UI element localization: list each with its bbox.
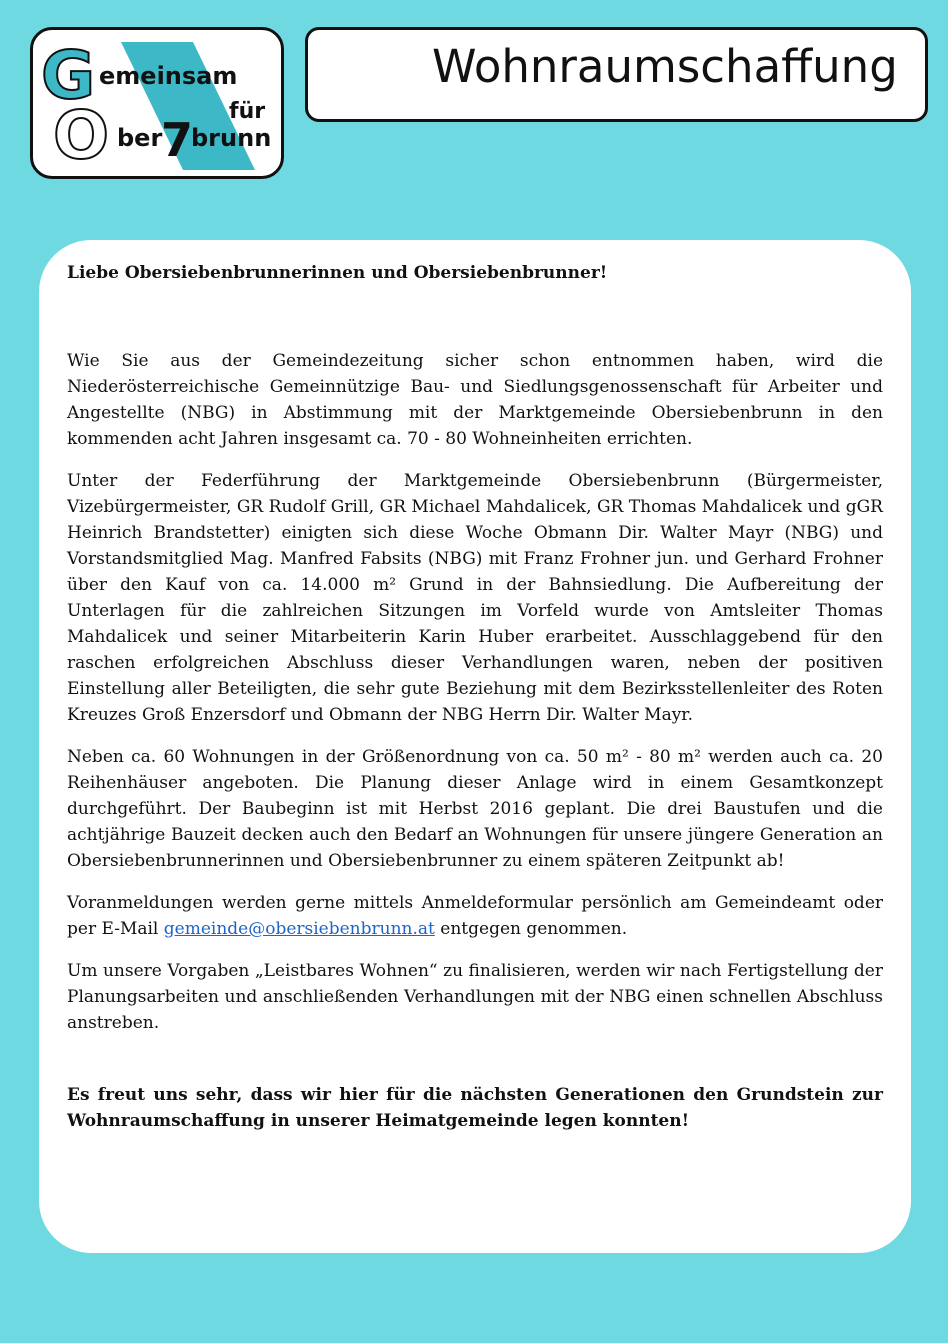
paragraph-1: Wie Sie aus der Gemeindezeitung sicher schon entnommen haben, wird die Niederösterreichische Gemeinnützige Bau- und Siedlungsgenossenschaft für Arbeiter und Angestellte (NBG) in Abstimmung mit der Marktgemeinde Obersiebenbrunn in den kommenden acht Jahren insgesamt ca. 70 - 80 Wohneinheiten errichten. [67,351,883,449]
page-title: Wohnraumschaffung [432,40,898,93]
logo-text-fuer: für [229,99,266,124]
greeting: Liebe Obersiebenbrunnerinnen und Obersiebenbrunner! [67,263,608,283]
paragraph-4-text-before: Voranmeldungen werden gerne mittels Anmeldeformular persönlich am Gemeindeamt oder per E-Mail [67,893,883,939]
closing-statement: Es freut uns sehr, dass wir hier für die nächsten Generationen den Grundstein zur Wohnraumschaffung in unserer Heimatgemeinde legen konnten! [67,1085,883,1131]
logo-text-ber: ber [117,124,163,152]
email-link[interactable]: gemeinde@obersiebenbrunn.at [163,919,435,939]
logo-text-brunn: brunn [191,124,272,152]
paragraph-3: Neben ca. 60 Wohnungen in der Größenordnung von ca. 50 m² - 80 m² werden auch ca. 20 Reihenhäuser angeboten. Die Planung dieser Anlage wird in einem Gesamtkonzept durchgeführt. Der Baubeginn ist mit Herbst 2016 geplant. Die drei Baustufen und die achtjährige Bauzeit decken auch den Bedarf an Wohnungen für unsere jüngere Generation an Obersiebenbrunnerinnen und Obersiebenbrunner zu einem späteren Zeitpunkt ab! [67,747,883,871]
logo-text-gemeinsam: emeinsam [99,62,238,90]
paragraph-2: Unter der Federführung der Marktgemeinde Obersiebenbrunn (Bürgermeister, Vizebürgermeister, GR Rudolf Grill, GR Michael Mahdalicek, GR Thomas Mahdalicek und gGR Heinrich Brandstetter) einigten sich diese Woche Obmann Dir. Walter Mayr (NBG) und Vorstandsmitglied Mag. Manfred Fabsits (NBG) mit Franz Frohner jun. und Gerhard Frohner über den Kauf von ca. 14.000 m² Grund in der Bahnsiedlung. Die Aufbereitung der Unterlagen für die zahlreichen Sitzungen im Vorfeld wurde von Amtsleiter Thomas Mahdalicek und seiner Mitarbeiterin Karin Huber erarbeitet. Ausschlaggebend für den raschen erfolgreichen Abschluss dieser Verhandlungen waren, neben der positiven Einstellung aller Beteiligten, die sehr gute Beziehung mit dem Bezirksstellenleiter des Roten Kreuzes Groß Enzersdorf und Obmann der NBG Herrn Dir. Walter Mayr. [67,471,883,725]
title-box [305,27,928,122]
logo [30,27,284,179]
logo-text-seven: 7 [161,113,194,167]
logo-letter-o: O [53,97,110,174]
paragraph-4 [67,890,883,942]
paragraph-5: Um unsere Vorgaben „Leistbares Wohnen“ zu finalisieren, werden wir nach Fertigstellung der Planungsarbeiten und anschließenden Verhandlungen mit der NBG einen schnellen Abschluss anstreben. [67,961,883,1033]
letter-panel [39,240,911,1253]
logo-letter-g: G [41,37,96,114]
logo-graphic [33,30,281,176]
paragraph-4-text-after: entgegen genommen. [434,919,628,939]
letter-content [67,260,883,1134]
